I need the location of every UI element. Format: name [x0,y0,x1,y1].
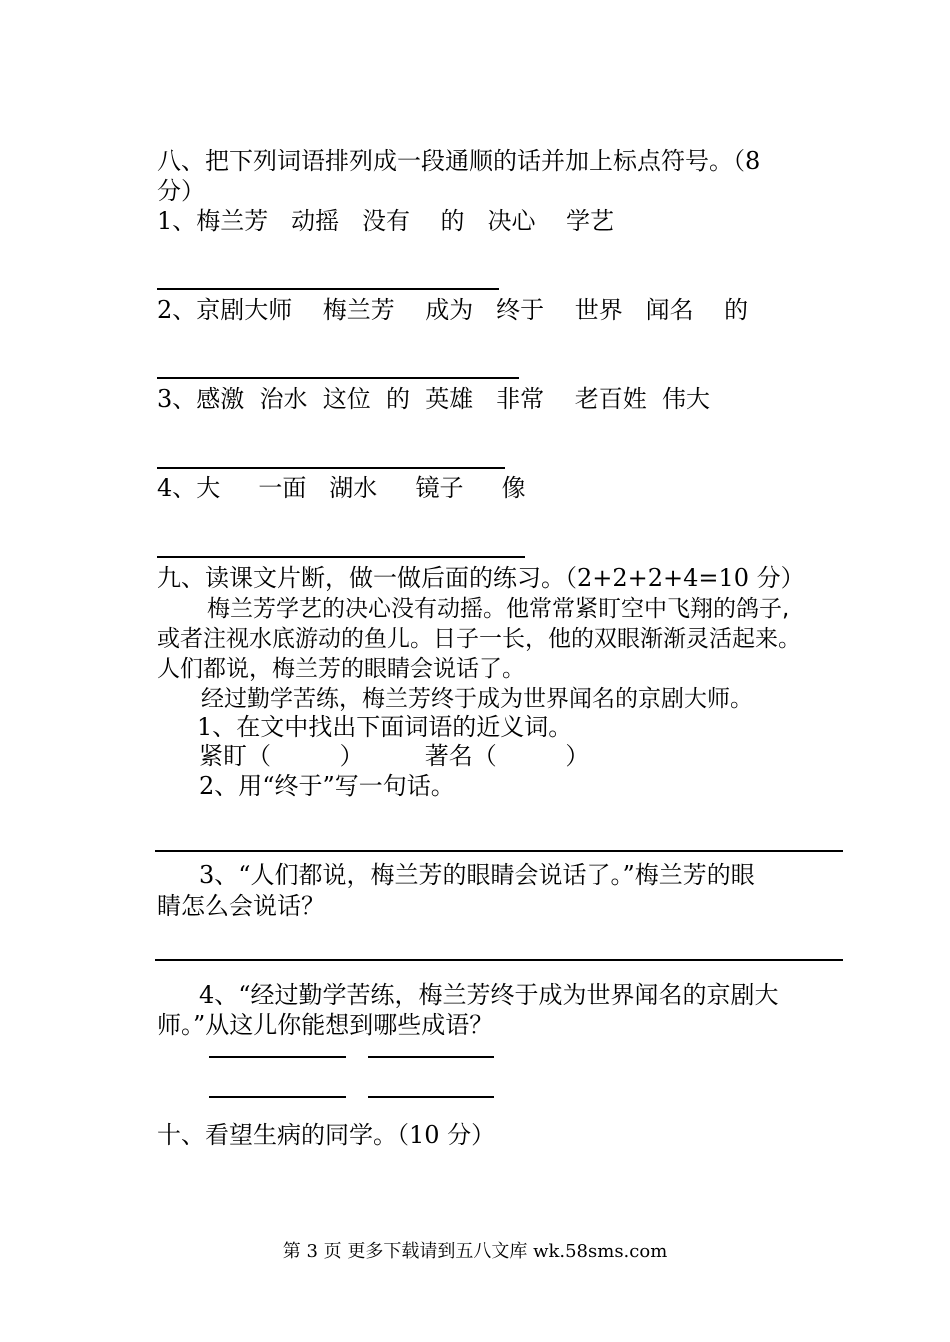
section8-heading-line1: 八、把下列词语排列成一段通顺的话并加上标点符号。（8 [157,147,761,175]
answer-line-1 [157,288,499,290]
answer-line-3 [157,467,505,469]
answer-line-4 [157,556,525,558]
section9-heading: 九、读课文片断，做一做后面的练习。（2+2+2+4=10 分） [157,564,805,592]
question-3-line2: 睛怎么会说话？ [157,892,325,920]
section8-item-3: 3、感激 治水 这位 的 英雄 非常 老百姓 伟大 [157,385,710,413]
question-4-line2: 师。”从这儿你能想到哪些成语？ [157,1011,494,1039]
question-1-items: 紧盯（ ） 著名（ ） [199,742,590,770]
idiom-blank-1 [209,1056,346,1058]
passage-line-1: 梅兰芳学艺的决心没有动摇。他常常紧盯空中飞翔的鸽子, [207,596,790,622]
question-1: 1、在文中找出下面词语的近义词。 [197,713,573,741]
question-3-line1: 3、“人们都说，梅兰芳的眼睛会说话了。”梅兰芳的眼 [199,861,755,889]
idiom-blank-2 [368,1056,494,1058]
answer-line-2 [157,377,519,379]
question-4-line1: 4、“经过勤学苦练，梅兰芳终于成为世界闻名的京剧大 [199,981,779,1009]
section10-heading: 十、看望生病的同学。（10 分） [157,1121,496,1149]
section8-item-4: 4、大 一面 湖水 镜子 像 [157,474,526,502]
passage-line-3: 人们都说，梅兰芳的眼睛会说话了。 [157,656,525,682]
section8-item-2: 2、京剧大师 梅兰芳 成为 终于 世界 闻名 的 [157,296,749,324]
section8-item-1: 1、梅兰芳 动摇 没有 的 决心 学艺 [157,207,614,235]
answer-line-q3 [155,959,843,961]
answer-line-q2 [155,850,843,852]
passage-line-2: 或者注视水底游动的鱼儿。日子一长，他的双眼渐渐灵活起来。 [157,626,801,652]
idiom-blank-4 [368,1096,494,1098]
passage-line-4: 经过勤学苦练，梅兰芳终于成为世界闻名的京剧大师。 [201,686,753,712]
idiom-blank-3 [209,1096,346,1098]
section8-heading-line2: 分） [157,177,205,205]
question-2: 2、用“终于”写一句话。 [199,772,455,800]
page-footer: 第 3 页 更多下载请到五八文库 wk.58sms.com [282,1241,668,1262]
